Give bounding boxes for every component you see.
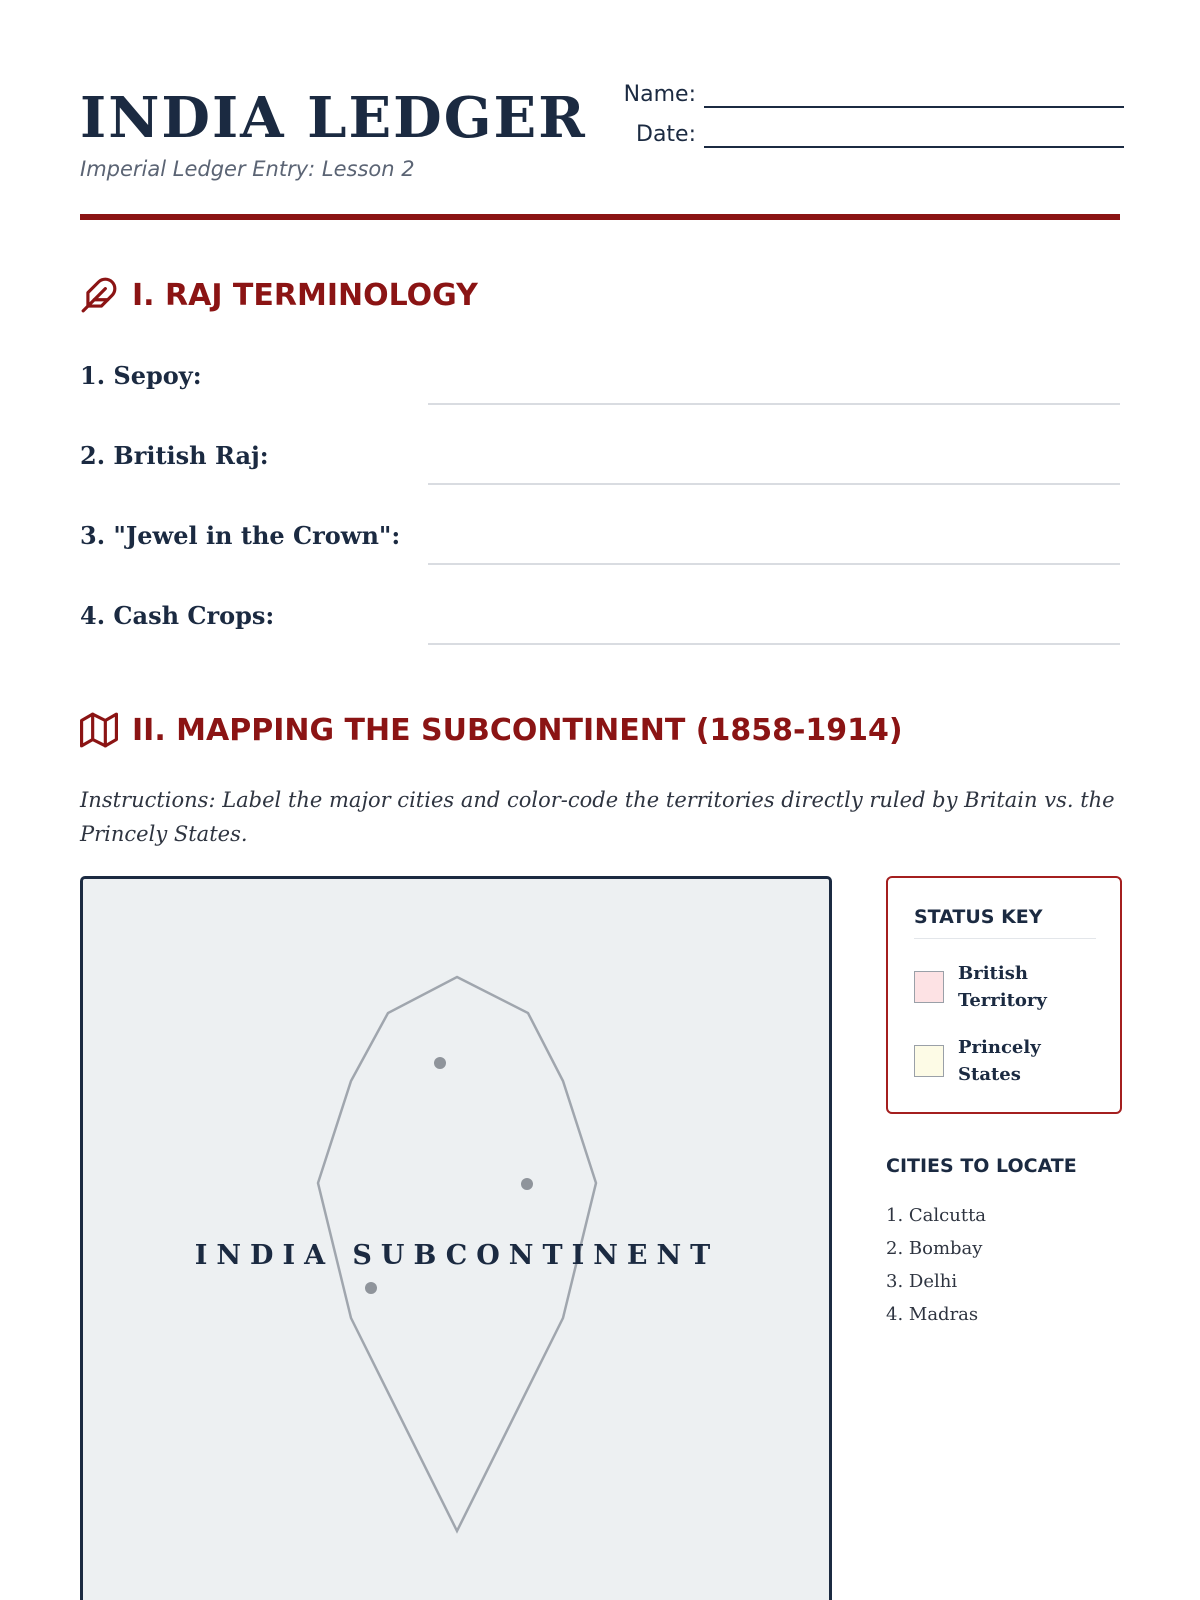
city-marker[interactable] <box>521 1178 533 1190</box>
term-row <box>80 601 1120 681</box>
term-label: 3. "Jewel in the Crown": <box>80 521 401 550</box>
british-territory-swatch <box>914 971 944 1003</box>
date-field[interactable] <box>608 122 1124 148</box>
list-item: 4. Madras <box>886 1304 979 1325</box>
map-instructions: Instructions: Label the major cities and color-code the territories directly ruled by Britain vs. the Princely States. <box>80 788 1115 846</box>
status-key <box>886 876 1122 1114</box>
page-subtitle: Imperial Ledger Entry: Lesson 2 <box>80 157 415 181</box>
city-marker[interactable] <box>365 1282 377 1294</box>
worksheet-header <box>80 78 1120 218</box>
page-title: INDIA LEDGER <box>80 85 587 151</box>
cities-list <box>886 1199 986 1331</box>
key-item-princely <box>914 1034 1058 1088</box>
term-label: 4. Cash Crops: <box>80 601 275 630</box>
section-mapping-heading <box>80 711 903 749</box>
name-label: Name: <box>623 82 696 107</box>
section-mapping-title: II. MAPPING THE SUBCONTINENT (1858-1914) <box>132 712 903 748</box>
list-item: 3. Delhi <box>886 1271 958 1292</box>
term-label: 1. Sepoy: <box>80 361 202 390</box>
section-terminology-heading <box>80 276 478 314</box>
key-label: British Territory <box>958 963 1047 1011</box>
header-divider <box>80 214 1120 220</box>
term-row <box>80 361 1120 441</box>
city-marker[interactable] <box>434 1057 446 1069</box>
cities-title: CITIES TO LOCATE <box>886 1155 1077 1177</box>
date-line[interactable] <box>704 124 1124 148</box>
name-line[interactable] <box>704 84 1124 108</box>
map-icon <box>80 711 118 749</box>
answer-line[interactable] <box>428 643 1120 645</box>
name-field[interactable] <box>608 82 1124 108</box>
list-item: 1. Calcutta <box>886 1205 987 1226</box>
answer-line[interactable] <box>428 403 1120 405</box>
date-label: Date: <box>636 122 696 147</box>
term-row <box>80 441 1120 521</box>
answer-line[interactable] <box>428 563 1120 565</box>
princely-states-swatch <box>914 1045 944 1077</box>
term-row <box>80 521 1120 601</box>
list-item: 2. Bombay <box>886 1238 983 1259</box>
section-terminology-title: I. RAJ TERMINOLOGY <box>132 277 478 313</box>
map-area[interactable] <box>80 876 832 1600</box>
status-key-title: STATUS KEY <box>914 906 1043 928</box>
term-label: 2. British Raj: <box>80 441 269 470</box>
map-drawing <box>83 879 832 1600</box>
key-label: Princely States <box>958 1037 1041 1085</box>
map-label: INDIA SUBCONTINENT <box>194 1240 720 1271</box>
key-item-british <box>914 960 1058 1014</box>
feather-icon <box>80 276 118 314</box>
answer-line[interactable] <box>428 483 1120 485</box>
status-key-divider <box>914 938 1096 939</box>
